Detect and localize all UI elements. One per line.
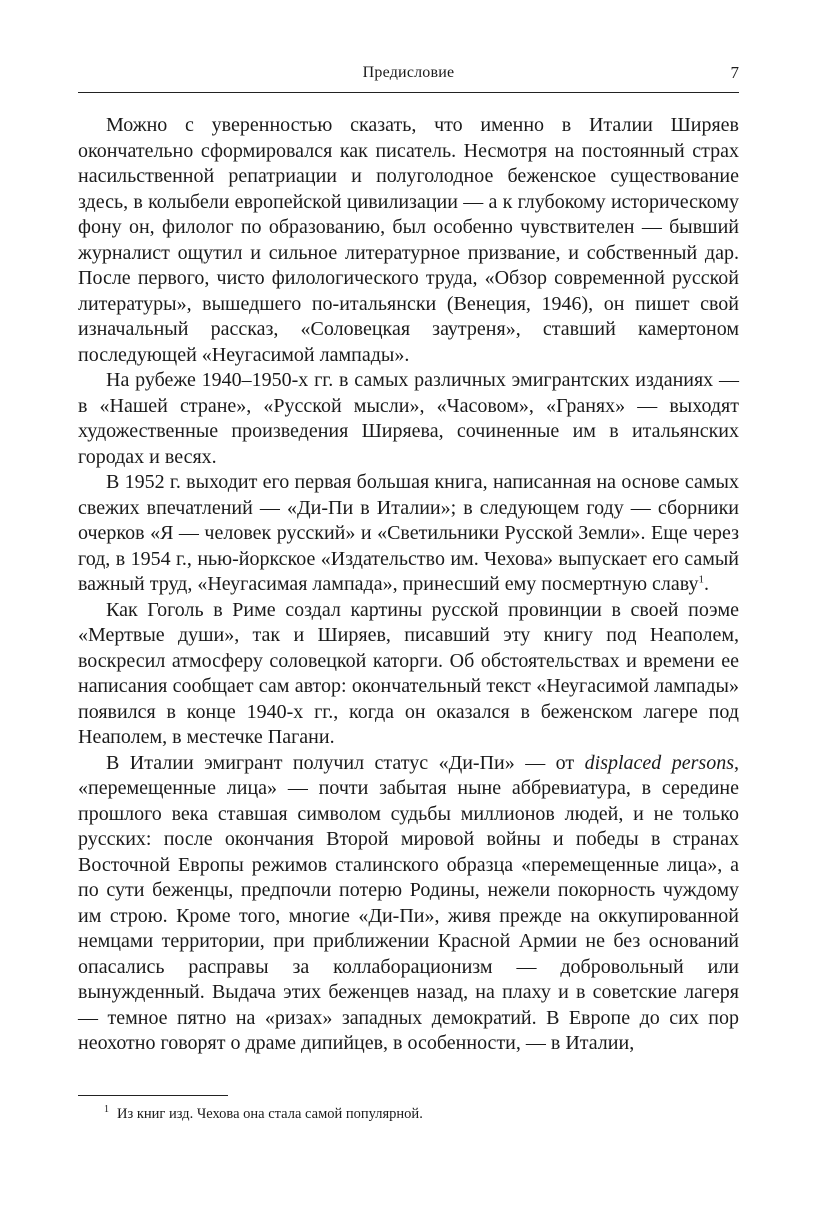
paragraph-text-end: . (704, 573, 710, 595)
running-header (78, 62, 739, 93)
italic-term: displaced persons (584, 751, 734, 774)
paragraph-5 (78, 751, 739, 1057)
running-title: Предисловие (362, 64, 455, 81)
page-number: 7 (730, 63, 739, 82)
paragraph-text: Можно с уверенностью сказать, что именно в Италии Ширяев окончательно сформировался как писатель. Несмотря на постоянный страх насильственной репатриации и полуголодное беженское существование здесь, в колыбели европейской цивилизации — а к глубокому историческому фону он, филолог по образованию, был особенно чувствителен — бывший журналист ощутил и сильное литературное призвание, и собственный дар. После первого, чисто филологического труда, «Обзор современной русской литературы», вышедшего по-итальянски (Венеция, 1946), он пишет свой изначальный рассказ, «Соловецкая заутреня», ставший камертоном последующей «Неугасимой лампады». (78, 114, 739, 366)
paragraph-1 (78, 113, 739, 368)
main-text (78, 113, 739, 1057)
paragraph-text: В 1952 г. выходит его первая большая книга, написанная на основе самых свежих впечатлений — «Ди-Пи в Италии»; в следующем году — сборники очерков «Я — человек русский» и «Светильники Русской Земли». Еще через год, в 1954 г., нью-йоркское «Издательство им. Чехова» выпускает его самый важный труд, «Неугасимая лампада», принесший ему посмертную славу (78, 471, 739, 595)
footnote-number: 1 (104, 1104, 109, 1115)
footnote-reference[interactable]: 1 (698, 573, 705, 586)
paragraph-text: На рубеже 1940–1950-х гг. в самых различных эмигрантских изданиях — в «Нашей стране», «Русской мысли», «Часовом», «Гранях» — выходят художественные произведения Ширяева, сочиненные им в итальянских городах и весях. (78, 369, 739, 468)
paragraph-4 (78, 598, 739, 751)
paragraph-text: Как Гоголь в Риме создал картины русской провинции в своей поэме «Мертвые души», так и Ширяев, писавший эту книгу под Неаполем, воскресил атмосферу соловецкой каторги. Об обстоятельствах и времени ее написания сообщает сам автор: окончательный текст «Неугасимой лампады» появился в конце 1940-х гг., когда он оказался в беженском лагере под Неаполем, в местечке Пагани. (78, 598, 739, 748)
footnote-divider (78, 1095, 228, 1096)
paragraph-text-end: , «перемещенные лица» — почти забытая ныне аббревиатура, в середине прошлого века ставшая символом судьбы миллионов людей, и не только русских: после окончания Второй мировой войны и победы в странах Восточной Европы режимов сталинского образца «перемещенные лица», а по сути беженцы, предпочли потерю Родины, нежели покорность чуждому им строю. Кроме того, многие «Ди-Пи», живя прежде на оккупированной немцами территории, при приближении Красной Армии не без оснований опасались расправы за коллаборационизм — добровольный или вынужденный. Выдача этих беженцев назад, на плаху и в советские лагеря — темное пятно на «ризах» западных демократий. В Европе до сих пор неохотно говорят о драме дипийцев, в особенности, — в Италии, (78, 751, 739, 1054)
footnote-text: Из книг изд. Чехова она стала самой популярной. (117, 1105, 423, 1122)
paragraph-text-start: В Италии эмигрант получил статус «Ди-Пи» — от (106, 751, 585, 774)
paragraph-2 (78, 368, 739, 470)
footnote (104, 1100, 423, 1124)
paragraph-3 (78, 470, 739, 598)
